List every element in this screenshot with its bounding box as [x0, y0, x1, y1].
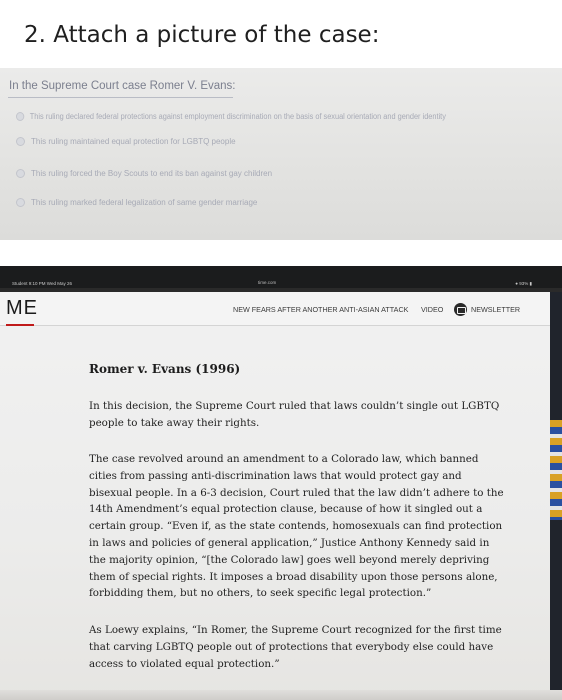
quiz-option-4[interactable] — [16, 194, 257, 210]
text-line: forbidding them, but no others, to seek specific legal protection.” — [89, 587, 432, 600]
text-line: bisexual people. In a 6-3 decision, Court ruled that the law didn’t adhere to the — [89, 486, 504, 499]
text-line: As Loewy explains, “In Romer, the Supreme Court recognized for the first time — [89, 624, 502, 636]
address-bar[interactable]: time.com — [258, 280, 277, 285]
option-label: This ruling declared federal protections against employment discrimination on the basis of sexual orientation and gender identity — [29, 111, 446, 121]
quiz-option-1[interactable] — [16, 108, 446, 124]
radio-icon[interactable] — [16, 198, 25, 207]
text-line: the majority opinion, “[the Colorado law] goes well beyond merely depriving — [89, 553, 490, 566]
logo-accent — [6, 324, 34, 326]
quiz-option-2[interactable] — [16, 133, 236, 149]
radio-icon[interactable] — [16, 137, 25, 146]
option-label: This ruling maintained equal protection for LGBTQ people — [31, 136, 236, 146]
text-line: The case revolved around an amendment to a Colorado law, which banned — [89, 453, 479, 465]
nav-headline-link[interactable]: NEW FEARS AFTER ANOTHER ANTI-ASIAN ATTACK — [233, 305, 409, 314]
battery-indicator: ● 93% ▮ — [515, 281, 532, 286]
newsletter-icon[interactable] — [454, 303, 467, 316]
article-paragraph-2 — [89, 451, 504, 602]
text-line: them of special rights. It imposes a broad disability upon those persons alone, — [89, 570, 498, 583]
text-line: in laws and policies of general application,” Justice Anthony Kennedy said in — [89, 536, 490, 549]
text-line: that carving LGBTQ people out of protections that everybody else could have — [89, 640, 494, 653]
article-paragraph-3 — [89, 622, 502, 672]
page-heading: 2. Attach a picture of the case: — [24, 22, 380, 48]
radio-icon[interactable] — [16, 169, 25, 178]
desk-surface — [0, 690, 562, 700]
nav-video-link[interactable]: VIDEO — [421, 305, 444, 314]
browser-page — [0, 292, 550, 700]
text-line: certain group. “Even if, as the state contends, homosexuals can find protection — [89, 520, 503, 533]
quiz-question: In the Supreme Court case Romer V. Evans: — [9, 80, 236, 92]
question-underline — [8, 97, 233, 98]
option-label: This ruling forced the Boy Scouts to end its ban against gay children — [31, 168, 273, 178]
nav-newsletter-link[interactable]: NEWSLETTER — [471, 305, 521, 314]
quiz-photo — [0, 68, 562, 240]
option-label: This ruling marked federal legalization of same gender marriage — [31, 197, 258, 207]
tablet-status-bar — [0, 266, 562, 288]
article-title: Romer v. Evans (1996) — [89, 362, 241, 376]
text-line: people to take away their rights. — [89, 416, 260, 429]
site-nav — [0, 292, 550, 326]
tablet-photo — [0, 266, 562, 700]
text-line: In this decision, the Supreme Court ruled that laws couldn’t single out LGBTQ — [89, 400, 500, 412]
text-line: 14th Amendment’s equal protection clause, because of how it singled out a — [89, 503, 483, 516]
text-line: cities from passing anti-discrimination laws that would protect gay and — [89, 469, 462, 482]
article-paragraph-1 — [89, 398, 499, 432]
radio-icon[interactable] — [16, 112, 24, 121]
site-logo[interactable]: ME — [6, 297, 38, 319]
background-object — [550, 420, 562, 520]
quiz-option-3[interactable] — [16, 165, 272, 181]
text-line: access to violated equal protection.” — [89, 657, 280, 670]
status-time: Student 9:10 PM Wed May 26 — [12, 281, 72, 286]
